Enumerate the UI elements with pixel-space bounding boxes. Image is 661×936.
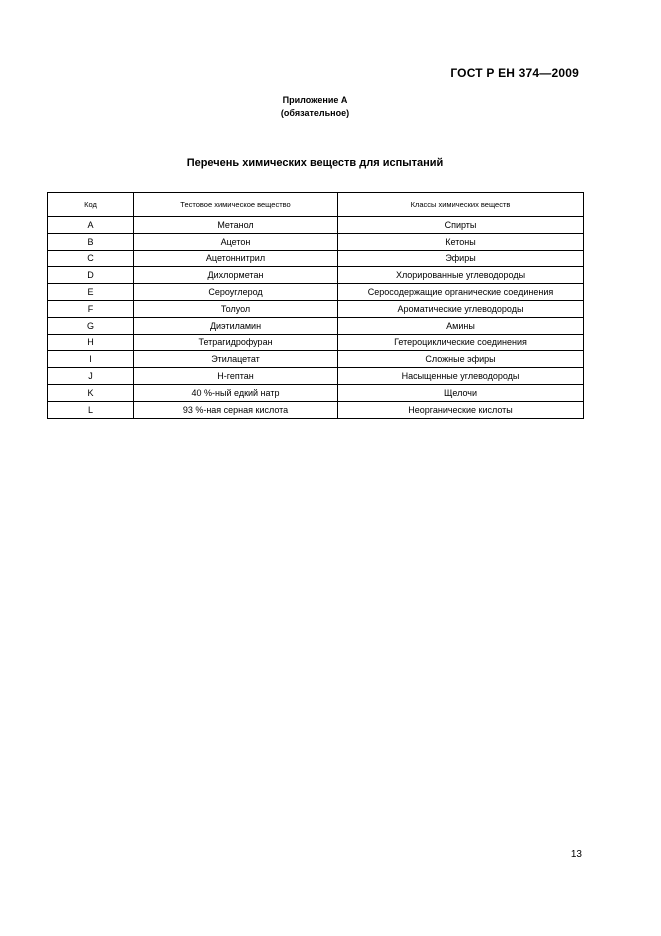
cell-code: K: [48, 384, 134, 401]
cell-code: E: [48, 284, 134, 301]
cell-substance: Диэтиламин: [134, 317, 338, 334]
cell-substance: Этилацетат: [134, 351, 338, 368]
cell-class: Серосодержащие органические соединения: [338, 284, 584, 301]
cell-code: C: [48, 250, 134, 267]
cell-substance: Ацетоннитрил: [134, 250, 338, 267]
column-header-substance: Тестовое химическое вещество: [134, 193, 338, 217]
cell-class: Щелочи: [338, 384, 584, 401]
cell-class: Сложные эфиры: [338, 351, 584, 368]
appendix-heading: [0, 94, 630, 120]
table-row: [48, 217, 584, 234]
cell-substance: Дихлорметан: [134, 267, 338, 284]
cell-code: G: [48, 317, 134, 334]
cell-code: J: [48, 368, 134, 385]
table-row: [48, 351, 584, 368]
column-header-class: Классы химических веществ: [338, 193, 584, 217]
table-row: [48, 334, 584, 351]
table-row: [48, 401, 584, 418]
cell-substance: Сероуглерод: [134, 284, 338, 301]
cell-substance: Толуол: [134, 300, 338, 317]
appendix-title: Приложение А: [282, 95, 348, 105]
table-row: [48, 233, 584, 250]
cell-code: F: [48, 300, 134, 317]
page-number: 13: [570, 849, 582, 860]
cell-class: Хлорированные углеводороды: [338, 267, 584, 284]
cell-code: I: [48, 351, 134, 368]
appendix-status: (обязательное): [280, 108, 350, 118]
cell-class: Неорганические кислоты: [338, 401, 584, 418]
cell-substance: 93 %-ная серная кислота: [134, 401, 338, 418]
cell-class: Ароматические углеводороды: [338, 300, 584, 317]
cell-class: Кетоны: [338, 233, 584, 250]
table-row: [48, 250, 584, 267]
cell-substance: Тетрагидрофуран: [134, 334, 338, 351]
table-title: Перечень химических веществ для испытаний: [186, 157, 444, 169]
cell-class: Гетероциклические соединения: [338, 334, 584, 351]
column-header-code: Код: [48, 193, 134, 217]
cell-substance: Н-гептан: [134, 368, 338, 385]
table-row: [48, 300, 584, 317]
cell-substance: 40 %-ный едкий натр: [134, 384, 338, 401]
cell-code: D: [48, 267, 134, 284]
table-header-row: [48, 193, 584, 217]
table-row: [48, 384, 584, 401]
cell-substance: Метанол: [134, 217, 338, 234]
cell-class: Насыщенные углеводороды: [338, 368, 584, 385]
cell-class: Эфиры: [338, 250, 584, 267]
cell-code: H: [48, 334, 134, 351]
cell-code: A: [48, 217, 134, 234]
cell-code: B: [48, 233, 134, 250]
chemicals-table: [47, 192, 584, 419]
table-row: [48, 368, 584, 385]
document-code: ГОСТ Р ЕН 374—2009: [450, 66, 579, 80]
cell-class: Амины: [338, 317, 584, 334]
cell-class: Спирты: [338, 217, 584, 234]
cell-code: L: [48, 401, 134, 418]
table-row: [48, 317, 584, 334]
table-row: [48, 284, 584, 301]
cell-substance: Ацетон: [134, 233, 338, 250]
table-row: [48, 267, 584, 284]
